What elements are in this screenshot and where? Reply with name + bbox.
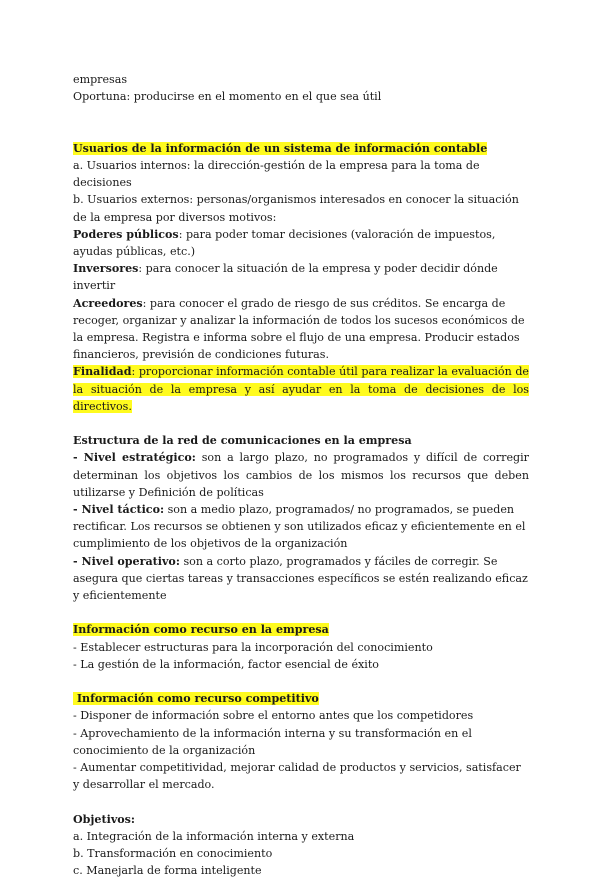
recurso-empresa-item-1: - Establecer estructuras para la incorporación del conocimiento <box>73 640 433 654</box>
nivel-estrategico-text: son a largo plazo, no programados y difícil de corregir determinan los objetivos los cambios de los mismos los recursos que deben utilizarse y Definición de políticas <box>73 451 529 499</box>
acreedores-item <box>73 295 529 364</box>
finalidad-item <box>73 363 529 415</box>
inversores-item <box>73 260 529 294</box>
spacer <box>73 673 529 690</box>
poderes-publicos-item <box>73 226 529 260</box>
nivel-operativo-text: son a corto plazo, programados y fáciles de corregir. Se asegura que ciertas tareas y transacciones específicos se estén realizando eficaz y eficientemente <box>73 554 528 603</box>
nivel-operativo-item <box>73 553 529 605</box>
recurso-competitivo-item-1: - Disponer de información sobre el entorno antes que los competidores <box>73 709 474 723</box>
nivel-estrategico-label: - Nivel estratégico: <box>73 451 196 465</box>
finalidad-text: : proporcionar información contable útil para realizar la evaluación de la situación de la empresa y así ayudar en la toma de decisiones de los directivos. <box>73 365 529 413</box>
intro-line-1: empresas <box>73 73 128 86</box>
objetivos-heading: Objetivos: <box>73 812 136 826</box>
finalidad-label: Finalidad <box>73 365 132 379</box>
inversores-label: Inversores <box>73 262 139 276</box>
estructura-heading-line <box>73 432 529 449</box>
usuarios-heading-line <box>73 140 529 157</box>
usuarios-internos: a. Usuarios internos: la dirección-gestión de la empresa para la toma de decisiones <box>73 158 480 190</box>
intro-line-2: Oportuna: producirse en el momento en el que sea útil <box>73 90 382 104</box>
objetivos-item-b: b. Transformación en conocimiento <box>73 847 273 861</box>
nivel-estrategico-item <box>73 449 529 501</box>
recurso-competitivo-heading: Información como recurso competitivo <box>73 692 319 706</box>
spacer <box>73 123 529 140</box>
estructura-heading: Estructura de la red de comunicaciones en la empresa <box>73 434 412 448</box>
recurso-competitivo-heading-line <box>73 690 529 707</box>
nivel-tactico-text: son a medio plazo, programados/ no programados, se pueden rectificar. Los recursos se obtienen y son utilizados eficaz y eficientemente en el cumplimiento de los objetivos de la organización <box>73 503 526 551</box>
poderes-publicos-text: : para poder tomar decisiones (valoración de impuestos, ayudas públicas, etc.) <box>73 227 496 258</box>
recurso-competitivo-item-2: - Aprovechamiento de la información interna y su transformación en el conocimiento de la organización <box>73 726 472 757</box>
spacer <box>73 105 529 122</box>
acreedores-text: : para conocer el grado de riesgo de sus créditos. Se encarga de recoger, organizar y analizar la información de todos los sucesos económicos de la empresa. Registra e informa sobre el flujo de una empresa. Producir estados financieros, previsión de condiciones futuras. <box>73 296 525 362</box>
poderes-publicos-label: Poderes públicos <box>73 227 179 241</box>
spacer <box>73 793 529 810</box>
objetivos-item-c: c. Manejarla de forma inteligente <box>73 864 262 878</box>
nivel-operativo-label: - Nivel operativo: <box>73 554 180 568</box>
recurso-empresa-heading-line <box>73 621 529 638</box>
spacer <box>73 604 529 621</box>
usuarios-heading: Usuarios de la información de un sistema de información contable <box>73 141 488 155</box>
recurso-empresa-item-2: - La gestión de la información, factor esencial de éxito <box>73 657 379 671</box>
acreedores-label: Acreedores <box>73 296 143 310</box>
inversores-text: : para conocer la situación de la empresa y poder decidir dónde invertir <box>73 262 498 293</box>
usuarios-externos: b. Usuarios externos: personas/organismos interesados en conocer la situación de la empresa por diversos motivos: <box>73 193 519 224</box>
spacer <box>73 415 529 432</box>
objetivos-item-a: a. Integración de la información interna y externa <box>73 829 355 843</box>
document-body <box>73 71 529 879</box>
recurso-empresa-heading: Información como recurso en la empresa <box>73 623 329 637</box>
nivel-tactico-label: - Nivel táctico: <box>73 503 165 517</box>
recurso-competitivo-item-3: - Aumentar competitividad, mejorar calidad de productos y servicios, satisfacer y desarrollar el mercado. <box>73 761 521 792</box>
objetivos-heading-line <box>73 811 529 828</box>
nivel-tactico-item <box>73 501 529 553</box>
